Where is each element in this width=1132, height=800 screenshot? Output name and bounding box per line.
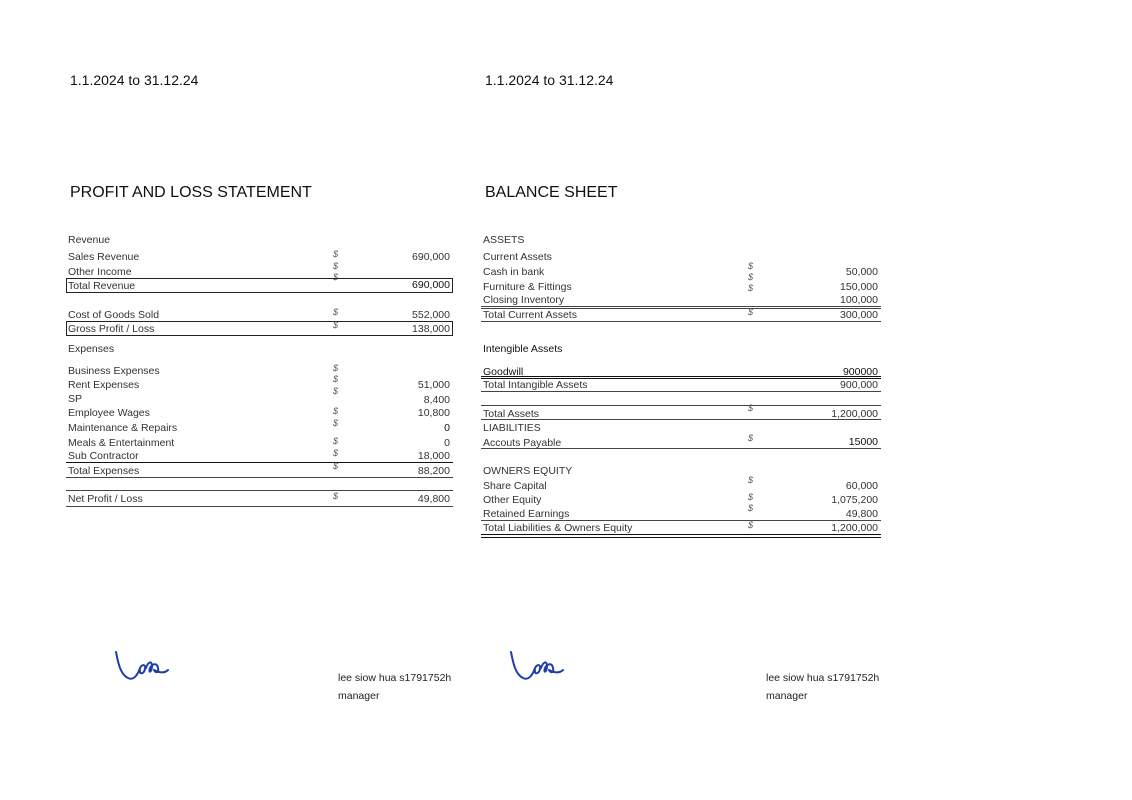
signatory-role: manager: [766, 690, 808, 702]
bs-share-capital-value: 60,000: [845, 480, 878, 492]
pl-total-expenses-label: Total Expenses: [68, 465, 140, 477]
divider: [481, 376, 881, 377]
pl-sales-revenue-value: 690,000: [412, 251, 450, 263]
pl-gross-profit-value: 138,000: [412, 323, 450, 335]
bs-cash-label: Cash in bank: [483, 266, 545, 278]
bs-furniture-label: Furniture & Fittings: [483, 281, 572, 293]
pl-currency: $: [333, 363, 339, 373]
bs-other-equity-value: 1,075,200: [831, 494, 878, 506]
bs-inventory-label: Closing Inventory: [483, 294, 565, 306]
divider: [66, 477, 453, 478]
pl-expense-label: Rent Expenses: [68, 379, 140, 391]
bs-currency: $: [748, 503, 754, 513]
signatory-name: lee siow hua s1791752h: [338, 672, 452, 684]
pl-expense-label: Employee Wages: [68, 407, 150, 419]
pl-net-profit-label: Net Profit / Loss: [68, 493, 143, 505]
divider: [481, 419, 881, 420]
divider: [481, 306, 881, 307]
bs-assets-header: ASSETS: [483, 234, 525, 246]
pl-total-expenses-value: 88,200: [417, 465, 450, 477]
pl-sales-revenue-label: Sales Revenue: [68, 251, 140, 263]
pl-currency: $: [333, 418, 339, 428]
pl-currency: $: [333, 307, 339, 317]
pl-expense-value: 0: [444, 437, 450, 449]
bs-inventory-value: 100,000: [840, 294, 878, 306]
divider: [481, 537, 881, 538]
divider: [481, 405, 881, 406]
bs-currency: $: [748, 307, 754, 317]
pl-currency: $: [333, 249, 339, 259]
divider: [481, 534, 881, 535]
bs-total-assets-label: Total Assets: [483, 408, 540, 420]
bs-liabilities-header: LIABILITIES: [483, 422, 541, 434]
divider: [481, 448, 881, 449]
pl-expense-label: SP: [68, 393, 83, 405]
bs-goodwill-label: Goodwill: [483, 366, 524, 378]
bs-retained-label: Retained Earnings: [483, 508, 570, 520]
bs-currency: $: [748, 492, 754, 502]
bs-payable-value: 15000: [848, 436, 878, 448]
pl-currency: $: [333, 272, 339, 282]
bs-equity-header: OWNERS EQUITY: [483, 465, 573, 477]
pl-expenses-header: Expenses: [68, 343, 115, 355]
pl-other-income-label: Other Income: [68, 266, 132, 278]
bs-goodwill-value: 900000: [842, 366, 878, 378]
bs-total-liab-equity-label: Total Liabilities & Owners Equity: [483, 522, 633, 534]
bs-intangible-header: Intengible Assets: [483, 343, 563, 355]
bs-currency: $: [748, 283, 754, 293]
pl-period: 1.1.2024 to 31.12.24: [70, 72, 199, 88]
bs-retained-value: 49,800: [845, 508, 878, 520]
pl-currency: $: [333, 491, 339, 501]
bs-other-equity-label: Other Equity: [483, 494, 542, 506]
bs-total-intangible-value: 900,000: [840, 379, 878, 391]
pl-currency: $: [333, 261, 339, 271]
bs-currency: $: [748, 520, 754, 530]
pl-expense-value: 10,800: [417, 407, 450, 419]
bs-payable-label: Accouts Payable: [483, 437, 562, 449]
pl-total-revenue-value: 690,000: [412, 279, 450, 291]
divider: [66, 462, 453, 463]
pl-currency: $: [333, 406, 339, 416]
pl-currency: $: [333, 320, 339, 330]
pl-expense-value: 18,000: [417, 450, 450, 462]
divider: [66, 506, 453, 507]
pl-expense-label: Business Expenses: [68, 365, 160, 377]
bs-currency: $: [748, 475, 754, 485]
pl-expense-label: Sub Contractor: [68, 450, 139, 462]
bs-period: 1.1.2024 to 31.12.24: [485, 72, 614, 88]
pl-expense-label: Maintenance & Repairs: [68, 422, 178, 434]
pl-expense-value: 51,000: [417, 379, 450, 391]
pl-expense-value: 8,400: [423, 394, 450, 406]
divider: [481, 520, 881, 521]
pl-currency: $: [333, 461, 339, 471]
signatory-name: lee siow hua s1791752h: [766, 672, 880, 684]
pl-net-profit-value: 49,800: [417, 493, 450, 505]
pl-expense-value: 0: [444, 422, 450, 434]
bs-currency: $: [748, 403, 754, 413]
pl-currency: $: [333, 436, 339, 446]
bs-current-assets-header: Current Assets: [483, 251, 552, 263]
pl-cogs-value: 552,000: [412, 309, 450, 321]
bs-share-capital-label: Share Capital: [483, 480, 547, 492]
divider: [66, 490, 453, 491]
divider: [481, 321, 881, 322]
pl-gross-profit-label: Gross Profit / Loss: [68, 323, 155, 335]
bs-total-intangible-label: Total Intangible Assets: [483, 379, 588, 391]
signature-scribble: [507, 648, 567, 690]
bs-furniture-value: 150,000: [840, 281, 878, 293]
bs-cash-value: 50,000: [845, 266, 878, 278]
pl-total-revenue-label: Total Revenue: [68, 280, 136, 292]
signature-scribble: [112, 648, 172, 690]
bs-total-assets-value: 1,200,000: [831, 408, 878, 420]
bs-total-current-label: Total Current Assets: [483, 309, 577, 321]
pl-currency: $: [333, 448, 339, 458]
bs-currency: $: [748, 433, 754, 443]
divider: [481, 391, 881, 392]
bs-total-liab-equity-value: 1,200,000: [831, 522, 878, 534]
pl-currency: $: [333, 386, 339, 396]
pl-expense-label: Meals & Entertainment: [68, 437, 175, 449]
pl-title: PROFIT AND LOSS STATEMENT: [70, 184, 312, 201]
bs-currency: $: [748, 272, 754, 282]
pl-revenue-header: Revenue: [68, 234, 111, 246]
signatory-role: manager: [338, 690, 380, 702]
pl-currency: $: [333, 374, 339, 384]
bs-total-current-value: 300,000: [840, 309, 878, 321]
pl-cogs-label: Cost of Goods Sold: [68, 309, 160, 321]
bs-currency: $: [748, 261, 754, 271]
bs-title: BALANCE SHEET: [485, 184, 618, 201]
